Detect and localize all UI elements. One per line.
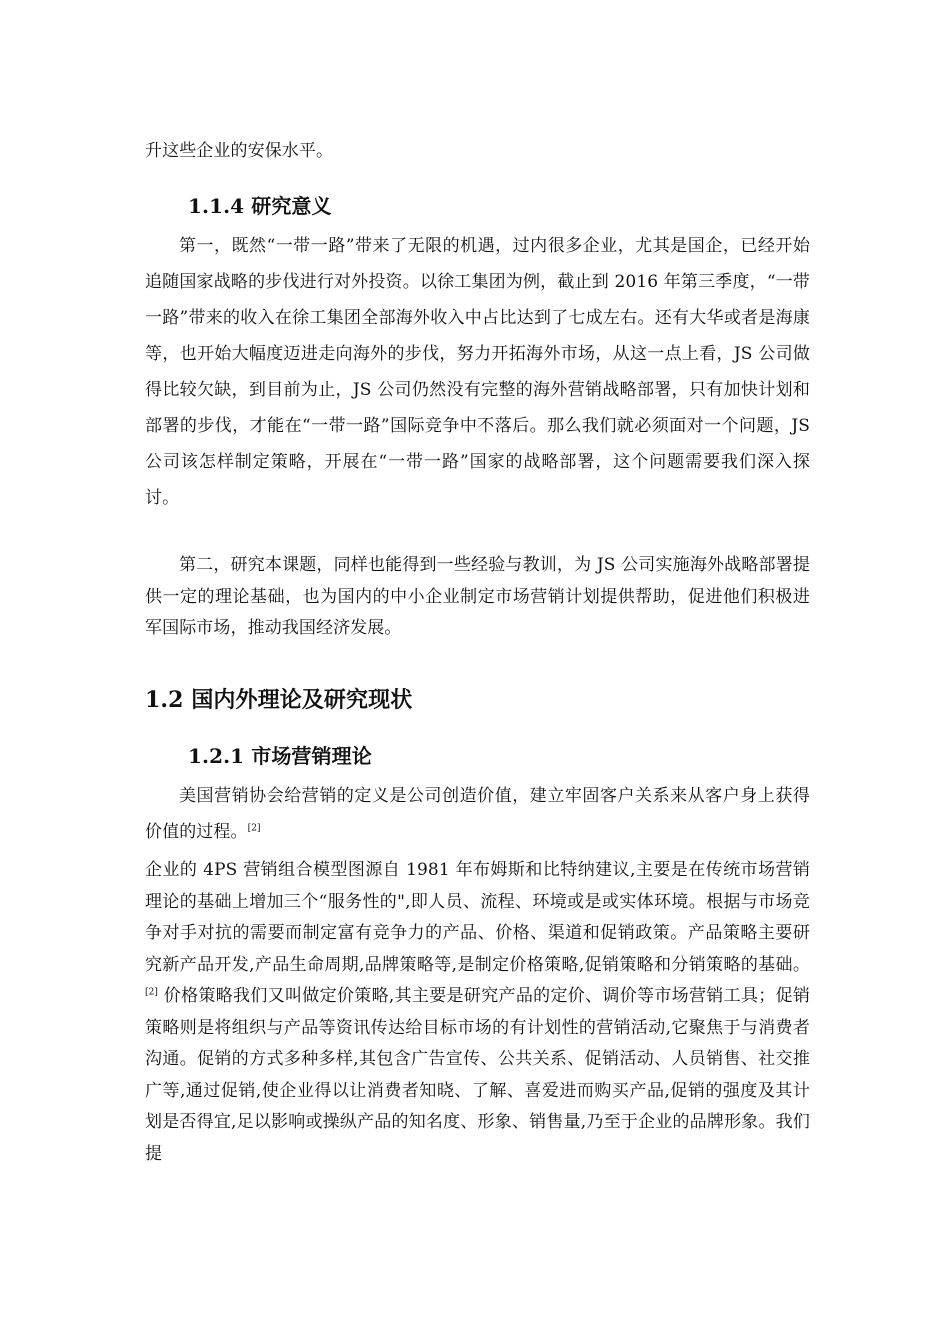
- paragraph-continuation: 升这些企业的安保水平。: [145, 141, 334, 161]
- paragraph-significance-second: 第二，研究本课题，同样也能得到一些经验与教训，为 JS 公司实施海外战略部署提供一定的理论基础，也为国内的中小企业制定市场营销计划提供帮助，促进他们积极进军国际市场，推动我国经济发展。: [145, 555, 810, 638]
- 4ps-text-part-2: 价格策略我们又叫做定价策略,其主要是研究产品的定价、调价等市场营销工具；促销策略则是将组织与产品等资讯传达给目标市场的有计划性的营销活动,它聚焦于与消费者沟通。促销的方式多种多样,其包含广告宣传、公共关系、促销活动、人员销售、社交推广等,通过促销,使企业得以让消费者知晓、了解、喜爱进而购买产品,促销的强度及其计划是否得宜,足以影响或操纵产品的知名度、形象、销售量,乃至于企业的品牌形象。我们提: [145, 986, 810, 1164]
- paragraph-significance-first: 第一，既然“一带一路”带来了无限的机遇，过内很多企业，尤其是国企，已经开始追随国家战略的步伐进行对外投资。以徐工集团为例，截止到 2016 年第三季度，“一带一路”带来的收入在徐工集团全部海外收入中占比达到了七成左右。还有大华或者是海康等，也开始大幅度迈进走向海外的步伐，努力开拓海外市场，从这一点上看，JS 公司做得比较欠缺，到目前为止，JS 公司仍然没有完整的海外营销战略部署，只有加快计划和部署的步伐，才能在“一带一路”国际竞争中不落后。那么我们就必须面对一个问题，JS 公司该怎样制定策略，开展在“一带一路”国家的战略部署，这个问题需要我们深入探讨。: [145, 236, 810, 508]
- paragraph-marketing-definition: [145, 778, 810, 850]
- citation-ref: [2]: [247, 823, 261, 834]
- definition-text: 美国营销协会给营销的定义是公司创造价值，建立牢固客户关系来从客户身上获得价值的过程。: [145, 786, 810, 842]
- heading-1-1-4: 1.1.4 研究意义: [188, 194, 332, 218]
- heading-1-2-1: 1.2.1 市场营销理论: [188, 744, 372, 768]
- paragraph-4ps-model: [145, 855, 810, 1170]
- 4ps-text-part-1: 企业的 4PS 营销组合模型图源自 1981 年布姆斯和比特纳建议,主要是在传统市场营销理论的基础上增加三个“服务性的",即人员、流程、环境或是或实体环境。根据与市场竞争对手对抗的需要而制定富有竞争力的产品、价格、渠道和促销政策。产品策略主要研究新产品开发,产品生命周期,品牌策略等,是制定价格策略,促销策略和分销策略的基础。: [145, 860, 810, 975]
- heading-1-2: 1.2 国内外理论及研究现状: [145, 687, 413, 713]
- citation-ref: [2]: [145, 987, 159, 998]
